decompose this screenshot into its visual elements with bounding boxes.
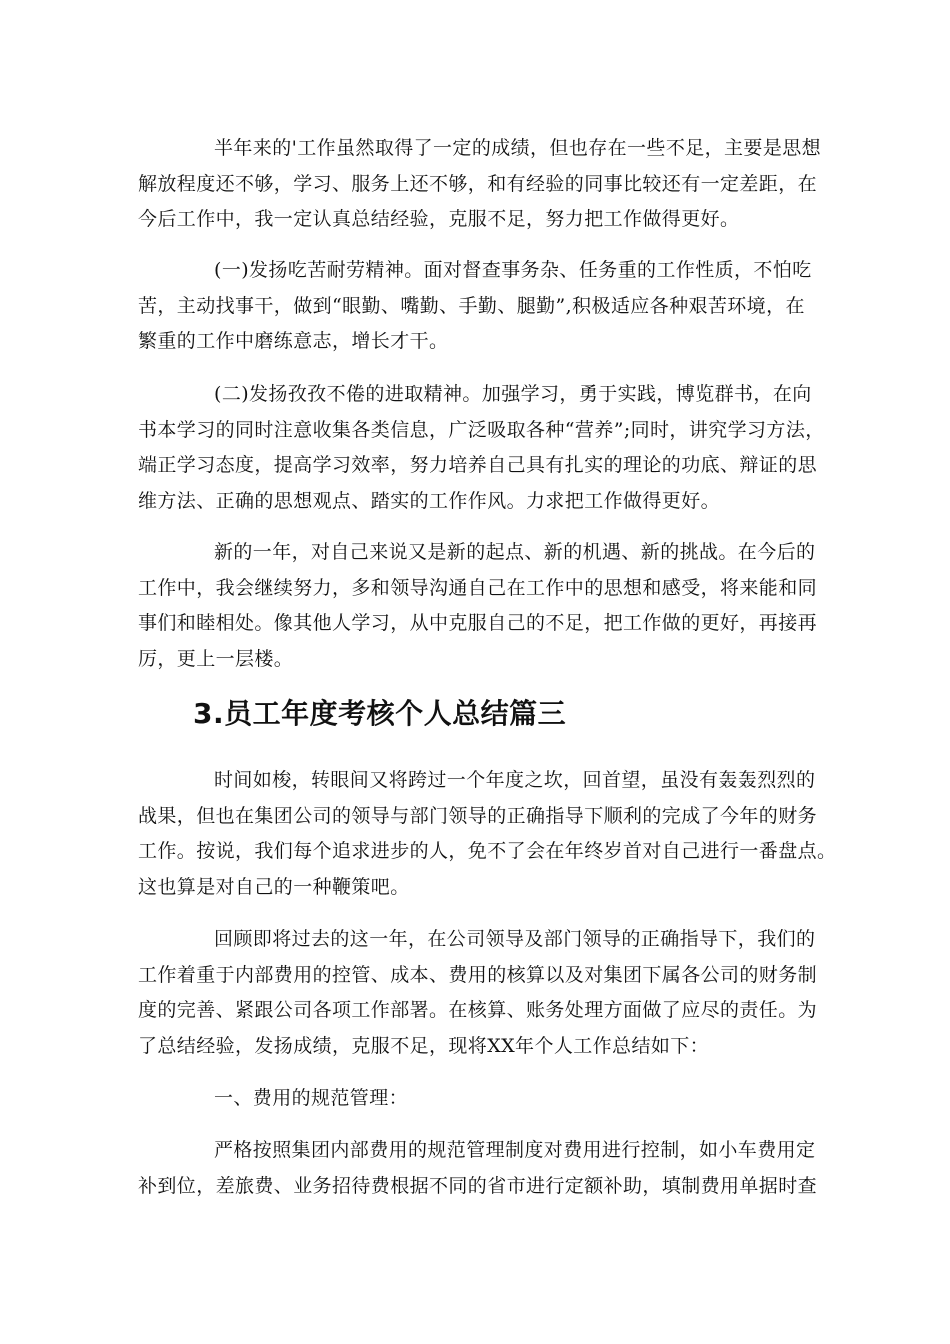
paragraph-line: 回顾即将过去的这一年，在公司领导及部门领导的正确指导下，我们的 — [214, 928, 816, 950]
paragraph-line: 今后工作中，我一定认真总结经验，克服不足，努力把工作做得更好。 — [138, 208, 740, 230]
paragraph-line: 事们和睦相处。像其他人学习，从中克服自己的不足，把工作做的更好，再接再 — [138, 612, 818, 634]
paragraph-line: 了总结经验，发扬成绩，克服不足，现将XX年个人工作总结如下： — [138, 1034, 710, 1057]
paragraph-line: (一)发扬吃苦耐劳精神。面对督查事务杂、任务重的工作性质，不怕吃 — [214, 259, 812, 281]
paragraph-line: 解放程度还不够，学习、服务上还不够，和有经验的同事比较还有一定差距，在 — [138, 172, 818, 195]
paragraph-line: 工作。按说，我们每个追求进步的人，免不了会在年终岁首对自己进行一番盘点。 — [138, 840, 837, 862]
paragraph-line: 一、费用的规范管理： — [214, 1087, 409, 1109]
paragraph-time-flies — [138, 763, 837, 905]
paragraph-hardworking-spirit — [138, 253, 828, 360]
paragraph-line: 半年来的'工作虽然取得了一定的成绩，但也存在一些不足，主要是思想 — [214, 137, 822, 159]
paragraph-line: 度的完善、紧跟公司各项工作部署。在核算、账务处理方面做了应尽的责任。为 — [138, 999, 818, 1021]
paragraph-line: 补到位，差旅费、业务招待费根据不同的省市进行定额补助，填制费用单据时查 — [138, 1174, 818, 1197]
paragraph-line: 时间如梭，转眼间又将跨过一个年度之坎，回首望，虽没有轰轰烈烈的 — [214, 769, 816, 791]
paragraph-line: 端正学习态度，提高学习效率，努力培养自己具有扎实的理论的功底、辩证的思 — [138, 454, 818, 476]
paragraph-new-year — [138, 535, 828, 677]
paragraph-expense-control — [138, 1133, 828, 1204]
paragraph-line: 书本学习的同时注意收集各类信息，广泛吸取各种“营养”;同时，讲究学习方法， — [138, 418, 825, 441]
paragraph-review-year — [138, 922, 828, 1064]
paragraph-line: 战果，但也在集团公司的领导与部门领导的正确指导下顺利的完成了今年的财务 — [138, 804, 818, 827]
paragraph-line: 工作中，我会继续努力，多和领导沟通自己在工作中的思想和感受，将来能和同 — [138, 576, 818, 599]
section-heading: 3.员工年度考核个人总结篇三 — [193, 697, 567, 730]
paragraph-line: 维方法、正确的思想观点、踏实的工作作风。力求把工作做得更好。 — [138, 489, 721, 512]
paragraph-line: 工作着重于内部费用的控管、成本、费用的核算以及对集团下属各公司的财务制 — [138, 963, 818, 986]
paragraph-expense-heading — [138, 1081, 828, 1117]
paragraph-line: 严格按照集团内部费用的规范管理制度对费用进行控制，如小车费用定 — [214, 1139, 816, 1161]
paragraph-enterprising-spirit — [138, 377, 828, 519]
paragraph-line: 新的一年，对自己来说又是新的起点、新的机遇、新的挑战。在今后的 — [214, 541, 816, 563]
paragraph-work-shortcomings — [138, 131, 828, 238]
paragraph-line: 繁重的工作中磨练意志，增长才干。 — [138, 330, 449, 352]
paragraph-line: 苦，主动找事干，做到“眼勤、嘴勤、手勤、腿勤”,积极适应各种艰苦环境，在 — [138, 294, 805, 317]
paragraph-line: 这也算是对自己的一种鞭策吧。 — [138, 875, 410, 898]
paragraph-line: (二)发扬孜孜不倦的进取精神。加强学习，勇于实践，博览群书，在向 — [214, 383, 812, 405]
paragraph-line: 厉，更上一层楼。 — [138, 647, 294, 670]
